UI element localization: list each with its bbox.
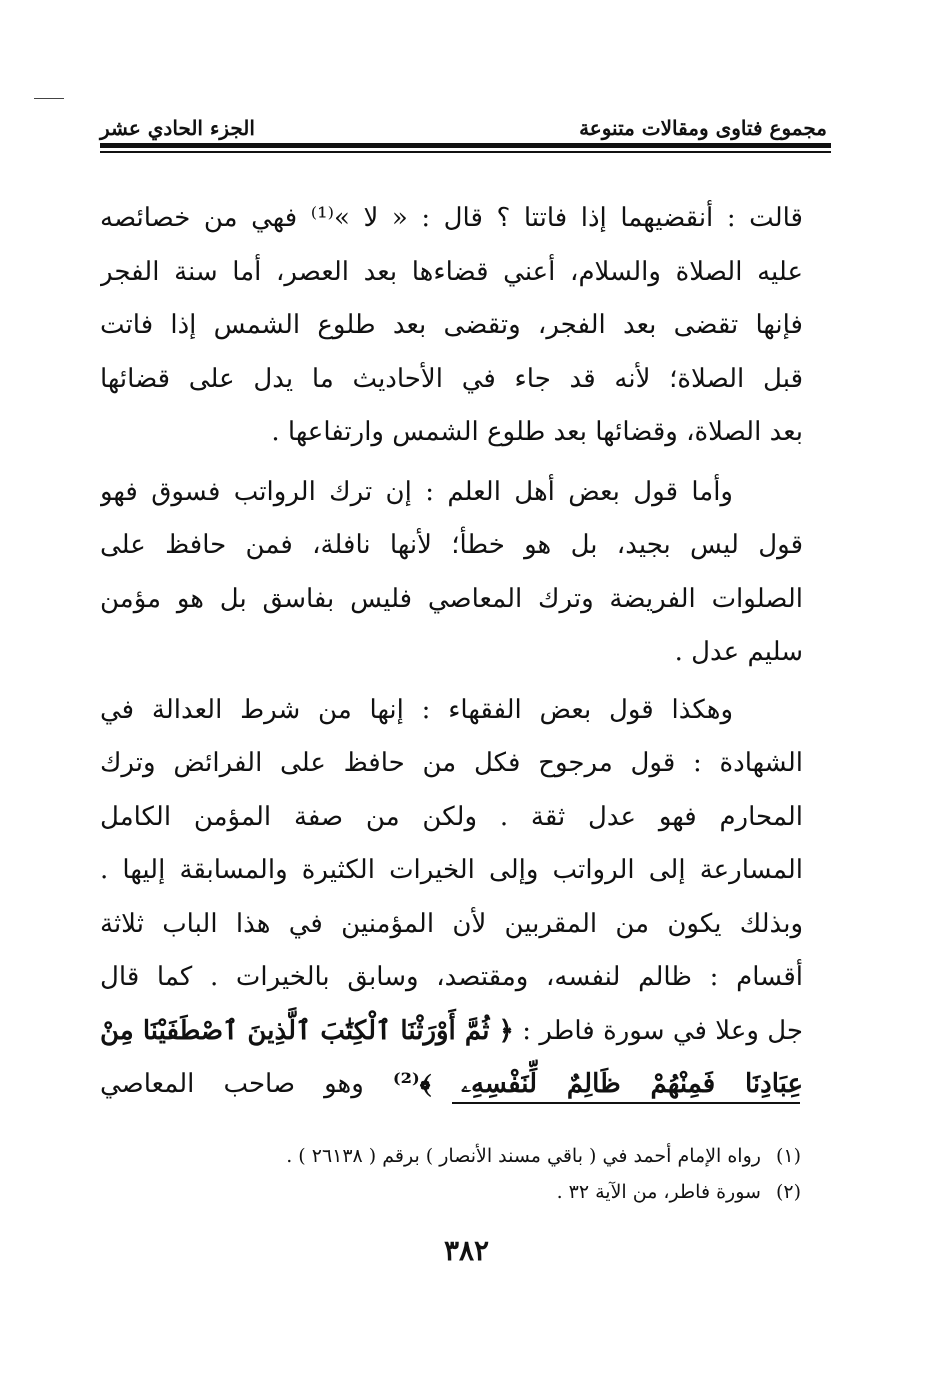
- text-line: عليه الصلاة والسلام، أعني قضاءها بعد العصر، أما سنة الفجر: [100, 256, 803, 287]
- margin-mark: [34, 98, 64, 99]
- header-volume: الجزء الحادي عشر: [100, 116, 255, 140]
- text-line: وهكذا قول بعض الفقهاء : إنها من شرط العدالة في: [100, 694, 733, 725]
- text-line: فإنها تقضى بعد الفجر، وتقضى بعد طلوع الشمس إذا فاتت: [100, 310, 803, 340]
- text-line: أقسام : ظالم لنفسه، ومقتصد، وسابق بالخيرات . كما قال: [100, 962, 803, 992]
- text-line: المحارم فهو عدل ثقة . ولكن من صفة المؤمن الكامل: [100, 801, 803, 832]
- text-line: الشهادة : قول مرجوح فكل من حافظ على الفرائض وترك: [100, 748, 803, 778]
- header-rule-thin: [100, 151, 831, 153]
- header-book-title: مجموع فتاوى ومقالات متنوعة: [579, 116, 827, 140]
- footnote-text: رواه الإمام أحمد في ( باقي مسند الأنصار ) برقم ( ٢٦١٣٨ ) .: [286, 1145, 761, 1167]
- footnote-rule: [452, 1102, 800, 1104]
- text-line: قول ليس بجيد، بل هو خطأ؛ لأنها نافلة، فمن حافظ على: [100, 530, 803, 560]
- running-header: [100, 106, 827, 140]
- quran-verse: عِبَادِنَا فَمِنْهُمْ ظَالِمٌ لِّنَفْسِهِۦ ﴾⁽²⁾: [392, 1069, 803, 1099]
- header-rule-thick: [100, 143, 831, 148]
- verse-continuation: وهو صاحب المعاصي: [100, 1069, 364, 1099]
- text-line-with-verse: [100, 1005, 803, 1059]
- footnotes: [120, 1138, 801, 1210]
- footnote-number: (٢): [775, 1181, 801, 1203]
- text-line: سليم عدل .: [674, 637, 803, 667]
- quran-verse: ﴿ ثُمَّ أَوْرَثْنَا ٱلْكِتَٰبَ ٱلَّذِينَ ٱصْطَفَيْنَا مِنْ: [100, 1015, 514, 1046]
- footnote: [120, 1138, 801, 1174]
- text-line: المسارعة إلى الرواتب وإلى الخيرات الكثيرة والمسابقة إليها .: [100, 855, 803, 885]
- footnote-text: سورة فاطر، من الآية ٣٢ .: [556, 1181, 761, 1203]
- page-number: ٣٨٢: [443, 1234, 490, 1267]
- text-line: قبل الصلاة؛ لأنه قد جاء في الأحاديث ما يدل على قضائها: [100, 363, 803, 394]
- footnote: [120, 1174, 801, 1210]
- verse-intro: جل وعلا في سورة فاطر :: [522, 1015, 803, 1046]
- footnote-number: (١): [775, 1145, 801, 1167]
- text-line: بعد الصلاة، وقضائها بعد طلوع الشمس وارتفاعها .: [271, 417, 803, 447]
- text-line: الصلوات الفريضة وترك المعاصي فليس بفاسق بل هو مؤمن: [100, 583, 803, 614]
- text-line: قالت : أنقضيهما إذا فاتتا ؟ قال : « لا »⁽¹⁾ فهي من خصائصه: [100, 203, 803, 233]
- main-text: [100, 192, 803, 1112]
- text-line: وأما قول بعض أهل العلم : إن ترك الرواتب فسوق فهو: [100, 476, 733, 507]
- text-line: وبذلك يكون من المقربين لأن المؤمنين في هذا الباب ثلاثة: [100, 908, 803, 939]
